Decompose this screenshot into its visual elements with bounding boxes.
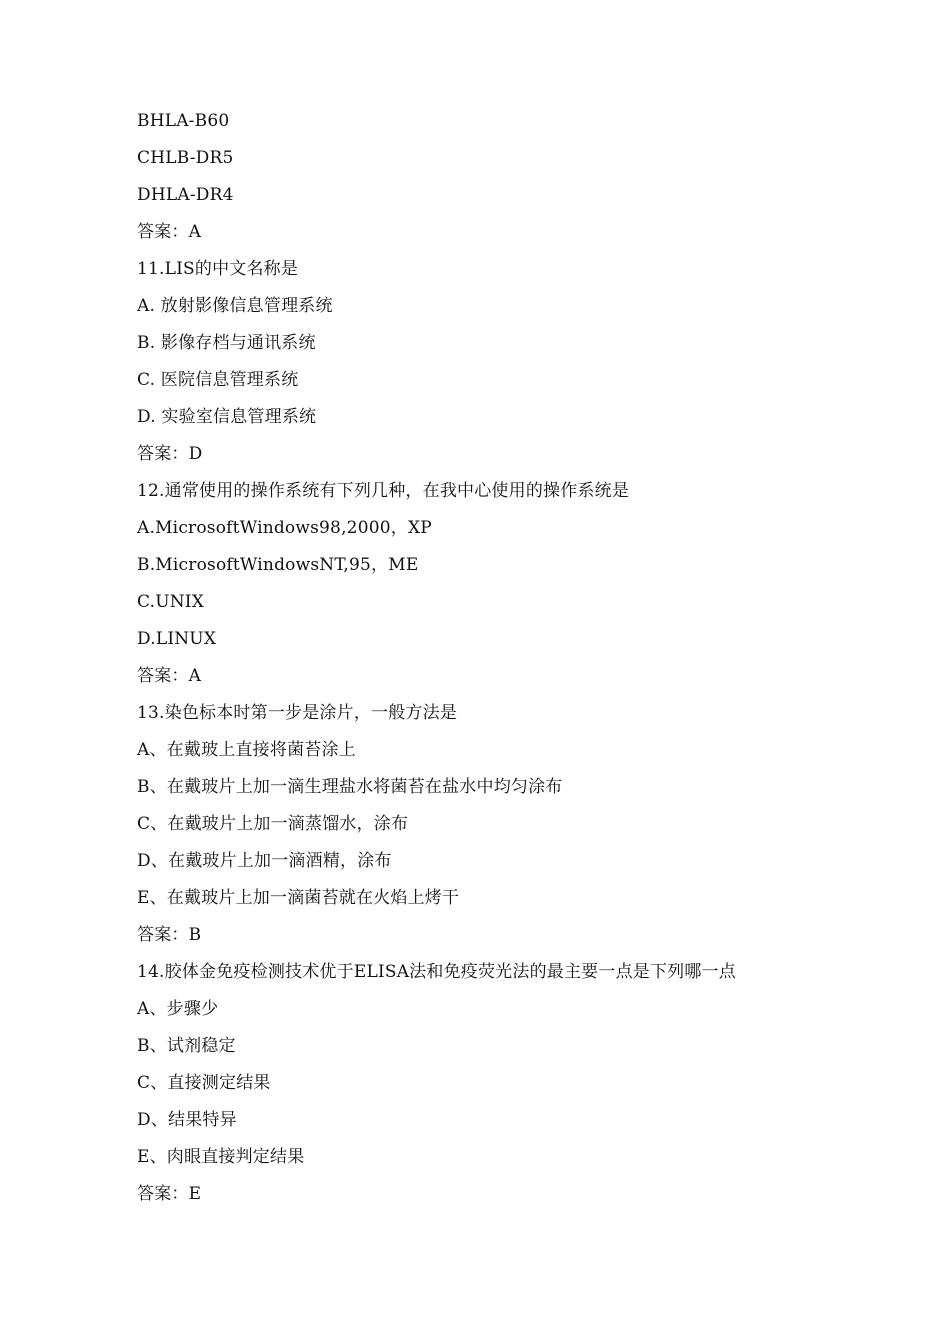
option-line: E、在戴玻片上加一滴菌苔就在火焰上烤干 xyxy=(137,888,460,908)
answer-line: 答案：B xyxy=(137,925,202,945)
option-line: E、肉眼直接判定结果 xyxy=(137,1147,305,1167)
option-line: C.UNIX xyxy=(137,592,205,612)
option-line: A、在戴玻上直接将菌苔涂上 xyxy=(137,740,356,760)
option-line: A、步骤少 xyxy=(137,999,219,1019)
option-line: D、结果特异 xyxy=(137,1110,237,1130)
option-line: A.MicrosoftWindows98,2000，XP xyxy=(137,518,432,538)
option-line: B. 影像存档与通讯系统 xyxy=(137,333,316,353)
answer-line: 答案：E xyxy=(137,1184,202,1204)
option-line: B、试剂稳定 xyxy=(137,1036,236,1056)
option-line: BHLA-B60 xyxy=(137,111,230,131)
answer-line: 答案：A xyxy=(137,222,202,242)
document-body xyxy=(137,106,897,1216)
option-line: D、在戴玻片上加一滴酒精，涂布 xyxy=(137,851,392,871)
question-line: 12.通常使用的操作系统有下列几种，在我中心使用的操作系统是 xyxy=(137,481,630,501)
answer-line: 答案：D xyxy=(137,444,203,464)
option-line: D.LINUX xyxy=(137,629,217,649)
option-line: C、在戴玻片上加一滴蒸馏水，涂布 xyxy=(137,814,409,834)
question-line: 11.LIS的中文名称是 xyxy=(137,259,299,279)
question-line: 14.胶体金免疫检测技术优于ELISA法和免疫荧光法的最主要一点是下列哪一点 xyxy=(137,962,736,982)
answer-line: 答案：A xyxy=(137,666,202,686)
option-line: DHLA-DR4 xyxy=(137,185,234,205)
option-line: C. 医院信息管理系统 xyxy=(137,370,299,390)
option-line: B.MicrosoftWindowsNT,95，ME xyxy=(137,555,419,575)
option-line: B、在戴玻片上加一滴生理盐水将菌苔在盐水中均匀涂布 xyxy=(137,777,563,797)
question-line: 13.染色标本时第一步是涂片，一般方法是 xyxy=(137,703,458,723)
option-line: D. 实验室信息管理系统 xyxy=(137,407,317,427)
option-line: A. 放射影像信息管理系统 xyxy=(137,296,333,316)
option-line: CHLB-DR5 xyxy=(137,148,234,168)
option-line: C、直接测定结果 xyxy=(137,1073,271,1093)
